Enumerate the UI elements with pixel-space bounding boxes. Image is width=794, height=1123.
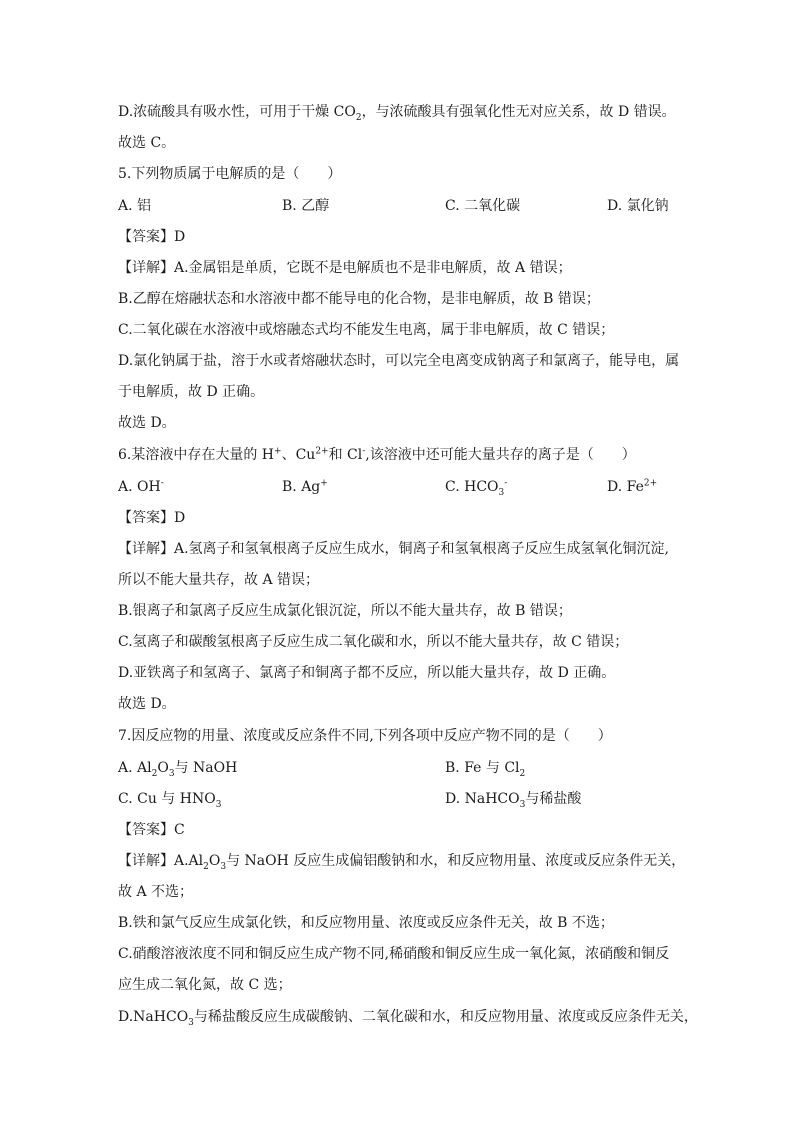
- q7-option-d: D. NaHCO$_3$与稀盐酸: [445, 791, 582, 810]
- q5-explanation-5: 于电解质，故 D 正确。: [118, 384, 265, 400]
- q7-option-b: B. Fe 与 $Cl_2$: [445, 760, 526, 779]
- q5-explanation-1: 【详解】A.金属铝是单质，它既不是电解质也不是非电解质，故 A 错误；: [118, 260, 572, 276]
- q5-selection: 故选 D。: [118, 415, 176, 431]
- q6-explanation-2: 所以不能大量共存，故 A 错误；: [118, 572, 320, 588]
- q7-explanation-3: B.铁和氯气反应生成氯化铁，和反应物用量、浓度或反应条件无关，故 B 不选；: [118, 915, 614, 931]
- q7-explanation-4: C.硝酸溶液浓度不同和铜反应生成产物不同,稀硝酸和铜反应生成一氧化氮，浓硝酸和铜反: [118, 946, 670, 962]
- q7-explanation-2: 故 A 不选；: [118, 884, 194, 900]
- q5-option-d: D. 氯化钠: [607, 198, 669, 214]
- q6-option-b: B. Ag+: [282, 478, 328, 495]
- q6-answer: 【答案】D: [118, 510, 186, 526]
- q5-explanation-4: D.氯化钠属于盐，溶于水或者熔融状态时，可以完全电离变成钠离子和氯离子，能导电，属: [118, 353, 680, 369]
- q6-explanation-3: B.银离子和氯离子反应生成氯化银沉淀，所以不能大量共存，故 B 错误；: [118, 603, 572, 619]
- q6-stem: 6.某溶液中存在大量的 H+、$Cu^{2+}$和 Cl-,该溶液中还可能大量共存的离子是（ ）: [118, 446, 636, 463]
- q5-explanation-2: B.乙醇在熔融状态和水溶液中都不能导电的化合物，是非电解质，故 B 错误；: [118, 291, 600, 307]
- q6-selection: 故选 D。: [118, 696, 176, 712]
- q5-answer: 【答案】D: [118, 229, 186, 245]
- q6-explanation-4: C.氢离子和碳酸氢根离子反应生成二氧化碳和水，所以不能大量共存，故 C 错误；: [118, 634, 629, 650]
- q7-option-c: C. Cu 与 $HNO_3$: [118, 791, 222, 810]
- q4-option-d-explanation: D.浓硫酸具有吸水性，可用于干燥 $CO_2$，与浓硫酸具有强氧化性无对应关系，故 D 错误。: [118, 104, 676, 123]
- q5-option-c: C. 二氧化碳: [445, 198, 521, 214]
- q5-option-b: B. 乙醇: [282, 198, 330, 214]
- q6-explanation-1: 【详解】A.氢离子和氢氧根离子反应生成水，铜离子和氢氧根离子反应生成氢氧化铜沉淀,: [118, 541, 670, 557]
- q4-selection: 故选 C。: [118, 135, 176, 151]
- q6-option-d: D. $Fe^{2+}$: [607, 478, 658, 495]
- q7-explanation-6: D.NaHCO$_3$与稀盐酸反应生成碳酸钠、二氧化碳和水，和反应物用量、浓度或反应条件无关，: [118, 1009, 698, 1028]
- q5-explanation-3: C.二氧化碳在水溶液中或熔融态式均不能发生电离，属于非电解质，故 C 错误；: [118, 322, 615, 338]
- q5-option-a: A. 铝: [118, 198, 152, 214]
- q7-explanation-1: 【详解】$A.Al_2O_3$与 NaOH 反应生成偏铝酸钠和水，和反应物用量、浓度或反应条件无关，: [118, 853, 686, 872]
- q7-option-a: A. $Al_2O_3$与 NaOH: [118, 760, 238, 779]
- q7-stem: 7.因反应物的用量、浓度或反应条件不同,下列各项中反应产物不同的是（ ）: [118, 728, 612, 744]
- q5-stem: 5.下列物质属于电解质的是（ ）: [118, 166, 342, 182]
- q7-answer: 【答案】C: [118, 822, 185, 838]
- q6-option-c: C. $HCO_3^-$: [445, 478, 508, 498]
- q6-explanation-5: D.亚铁离子和氢离子、氯离子和铜离子都不反应，所以能大量共存，故 D 正确。: [118, 665, 616, 681]
- q6-option-a: A. OH-: [118, 478, 164, 495]
- q7-explanation-5: 应生成二氧化氮，故 C 选；: [118, 977, 292, 993]
